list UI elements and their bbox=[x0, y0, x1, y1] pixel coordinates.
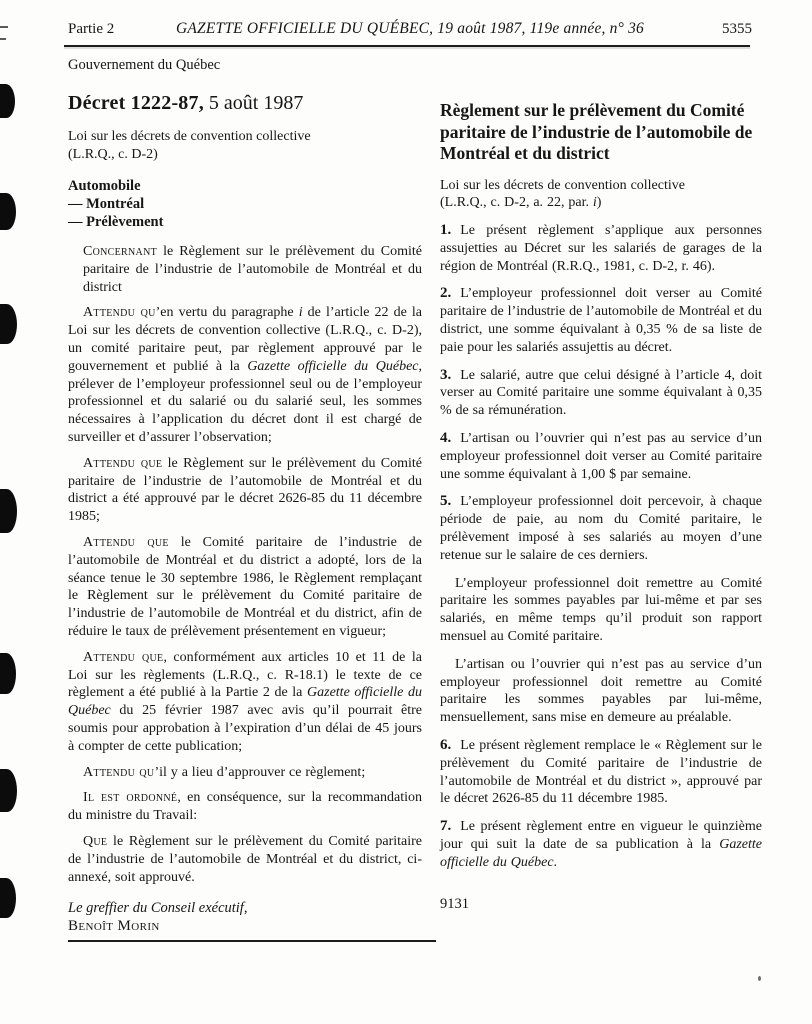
text-segment: Attendu que bbox=[83, 455, 163, 471]
text-segment: ) bbox=[596, 195, 602, 211]
text-segment: du 25 février 1987 avec avis qu’il pourrait être soumis pour approbation à l’expiration d’un délai de 45 jours à compter de cette publication; bbox=[68, 703, 422, 754]
paragraph bbox=[440, 194, 762, 212]
scan-artifact-tick bbox=[0, 26, 8, 28]
binding-hole-mark bbox=[0, 769, 17, 812]
text-segment: Le présent règlement remplace le « Règlement sur le prélèvement du Comité paritaire de l’industrie de l’automobile de Montréal et du district », approuvé par le décret 2626-85 du 11 décembre 1985. bbox=[440, 738, 762, 807]
paragraph bbox=[68, 304, 422, 446]
signature-block bbox=[68, 899, 422, 935]
paragraph bbox=[440, 222, 762, 275]
paragraph bbox=[440, 818, 762, 871]
text-segment: Attendu qu bbox=[83, 305, 156, 321]
text-segment: 5. bbox=[440, 493, 452, 510]
paragraph bbox=[440, 575, 762, 646]
text-segment: ’en vertu du paragraphe bbox=[155, 305, 299, 321]
text-segment: Le présent règlement entre en vigueur le quinzième jour qui suit la date de sa publication à la bbox=[440, 819, 762, 852]
text-segment: Il est ordonné bbox=[83, 790, 178, 806]
paragraph bbox=[440, 285, 762, 356]
paragraph bbox=[440, 737, 762, 808]
text-segment: 4. bbox=[440, 430, 452, 447]
decree-body bbox=[68, 243, 422, 886]
text-segment: L’employeur professionnel doit remettre au Comité paritaire les sommes payables par lui-même et par ses salariés, en même temps qu’il produit son rapport mensuel au Comité paritaire. bbox=[440, 575, 762, 645]
text-segment: 2. bbox=[440, 285, 452, 302]
paragraph bbox=[440, 367, 762, 420]
right-column bbox=[440, 100, 762, 913]
law-reference bbox=[68, 128, 422, 164]
decree-number: Décret 1222-87, bbox=[68, 92, 204, 114]
text-segment: Le salarié, autre que celui désigné à l’article 4, doit verser au Comité paritaire une somme équivalant à 0,35 % de sa rémunération. bbox=[440, 367, 762, 419]
text-segment: i bbox=[298, 305, 303, 321]
scan-artifact-speck bbox=[758, 976, 761, 981]
paragraph bbox=[68, 789, 422, 825]
text-segment: Loi sur les décrets de convention collective bbox=[440, 177, 685, 193]
text-segment: , prélever de l’employeur professionnel seul ou de l’employeur professionnel et du salarié ou du salarié seul, les sommes nécessaires à l’application du décret dont il est chargé de surveiller et d’assurer l’observation; bbox=[68, 358, 422, 445]
text-segment: Attendu qu bbox=[83, 764, 155, 780]
binding-hole-mark bbox=[0, 653, 16, 694]
subject-line: — Prélèvement bbox=[68, 214, 164, 230]
text-segment: L’employeur professionnel doit verser au Comité paritaire de l’industrie de l’automobile de Montréal et du district, une somme équivalant à 0,35 % de sa liste de paie pour les salariés assujettis au décret. bbox=[440, 286, 762, 355]
signature-role: Le greffier du Conseil exécutif, bbox=[68, 900, 248, 917]
text-segment: Gazette officielle du Québec bbox=[440, 837, 762, 870]
text-segment: . bbox=[553, 854, 558, 870]
text-segment: L’artisan ou l’ouvrier qui n’est pas au service d’un employeur professionnel doit remettre au Comité paritaire les sommes payables par lui-même, mensuellement, sans mise en demeure au préalable. bbox=[440, 656, 762, 726]
paragraph bbox=[68, 534, 422, 641]
text-segment: ’il y a lieu d’approuver ce règlement; bbox=[154, 764, 366, 780]
text-segment: 1. bbox=[440, 222, 452, 239]
law-reference-line: (L.R.Q., c. D-2) bbox=[68, 147, 158, 162]
text-segment: L’artisan ou l’ouvrier qui n’est pas au service d’un employeur professionnel doit verser au Comité paritaire une somme équivalant à 1,00 $ par semaine. bbox=[440, 431, 762, 482]
paragraph bbox=[68, 243, 422, 296]
paragraph bbox=[440, 177, 762, 195]
left-column bbox=[68, 56, 422, 942]
decree-date: 5 août 1987 bbox=[203, 92, 304, 114]
text-segment: Gazette officielle du Québec bbox=[247, 358, 419, 374]
text-segment: Attendu que bbox=[83, 649, 164, 665]
text-segment: Que bbox=[83, 833, 108, 849]
text-segment: 7. bbox=[440, 818, 452, 835]
government-line: Gouvernement du Québec bbox=[68, 57, 221, 73]
text-segment: L’employeur professionnel doit percevoir, à chaque période de paie, au nom du Comité paritaire, le prélèvement imposé à ses salariés au moyen d’une retenue sur le salaire de ces derniers. bbox=[440, 494, 762, 563]
text-segment: Gazette officielle du Québec bbox=[68, 685, 423, 719]
law-reference bbox=[440, 177, 762, 213]
section-end-rule bbox=[68, 940, 436, 942]
law-reference-line: Loi sur les décrets de convention collective bbox=[68, 129, 311, 144]
paragraph bbox=[68, 649, 422, 756]
binding-hole-mark bbox=[0, 489, 17, 533]
subject-line: Automobile bbox=[68, 178, 141, 194]
text-segment: i bbox=[592, 195, 597, 211]
header-page-number: 5355 bbox=[722, 21, 752, 37]
binding-hole-mark bbox=[0, 193, 16, 230]
text-segment: le Comité paritaire de l’industrie de l’automobile de Montréal et du district a adopté, lors de la séance tenue le 30 septembre 1986, le Règlement remplaçant le Règlement sur le prélèvement du Comité paritaire de l’industrie de l’automobile de Montréal et du district, afin de réduire le taux de prélèvement présentement en vigueur; bbox=[68, 534, 422, 639]
scan-artifact-tick bbox=[0, 38, 6, 40]
text-segment: 3. bbox=[440, 366, 452, 383]
binding-hole-mark bbox=[0, 304, 17, 344]
regulation-body bbox=[440, 222, 762, 872]
text-segment: Le présent règlement s’applique aux personnes assujetties au Décret sur les salariés de garages de la région de Montréal (R.R.Q., 1981, c. D-2, r. 46). bbox=[440, 223, 762, 274]
text-segment: Concernant bbox=[83, 244, 158, 259]
text-segment: Attendu que bbox=[83, 534, 169, 550]
publication-number: 9131 bbox=[440, 895, 469, 912]
text-segment: 6. bbox=[440, 737, 452, 754]
paragraph bbox=[440, 493, 762, 564]
text-segment: , conformément aux articles 10 et 11 de la Loi sur les règlements (L.R.Q., c. R-18.1) le texte de ce règlement a été publié à la Partie 2 de la bbox=[68, 649, 422, 701]
regulation-title: Règlement sur le prélèvement du Comité paritaire de l’industrie de l’automobile de Montréal et du district bbox=[440, 100, 753, 163]
binding-hole-mark bbox=[0, 878, 16, 918]
binding-hole-mark bbox=[0, 84, 15, 118]
subject-line: — Montréal bbox=[68, 196, 145, 212]
paragraph bbox=[440, 430, 762, 483]
header-journal-title: GAZETTE OFFICIELLE DU QUÉBEC, 19 août 1987, 119e année, n° 36 bbox=[175, 20, 644, 37]
header-part-label: Partie 2 bbox=[68, 21, 115, 37]
subject-index bbox=[68, 177, 422, 231]
text-segment: , en conséquence, sur la recommandation du ministre du Travail: bbox=[68, 790, 422, 824]
text-segment: le Règlement sur le prélèvement du Comité paritaire de l’industrie de l’automobile de Montréal et du district bbox=[83, 244, 422, 295]
paragraph bbox=[68, 833, 422, 886]
text-segment: de l’article 22 de la Loi sur les décrets de convention collective (L.R.Q., c. D-2), un comité paritaire peut, par règlement approuvé par le gouvernement et publié à la bbox=[68, 305, 423, 374]
text-segment: le Règlement sur le prélèvement du Comité paritaire de l’industrie de l’automobile de Montréal et du district a été approuvé par le décret 2626-85 du 11 décembre 1985; bbox=[68, 455, 422, 525]
signature-name: Benoît Morin bbox=[68, 918, 160, 935]
paragraph bbox=[68, 455, 422, 526]
decree-heading bbox=[68, 91, 422, 115]
paragraph bbox=[68, 764, 422, 782]
header-rule bbox=[64, 45, 750, 47]
text-segment: le Règlement sur le prélèvement du Comité paritaire de l’industrie de l’automobile de Montréal et du district, ci-annexé, soit approuvé. bbox=[68, 833, 422, 885]
paragraph bbox=[440, 656, 762, 727]
text-segment: (L.R.Q., c. D-2, a. 22, par. bbox=[440, 195, 593, 211]
